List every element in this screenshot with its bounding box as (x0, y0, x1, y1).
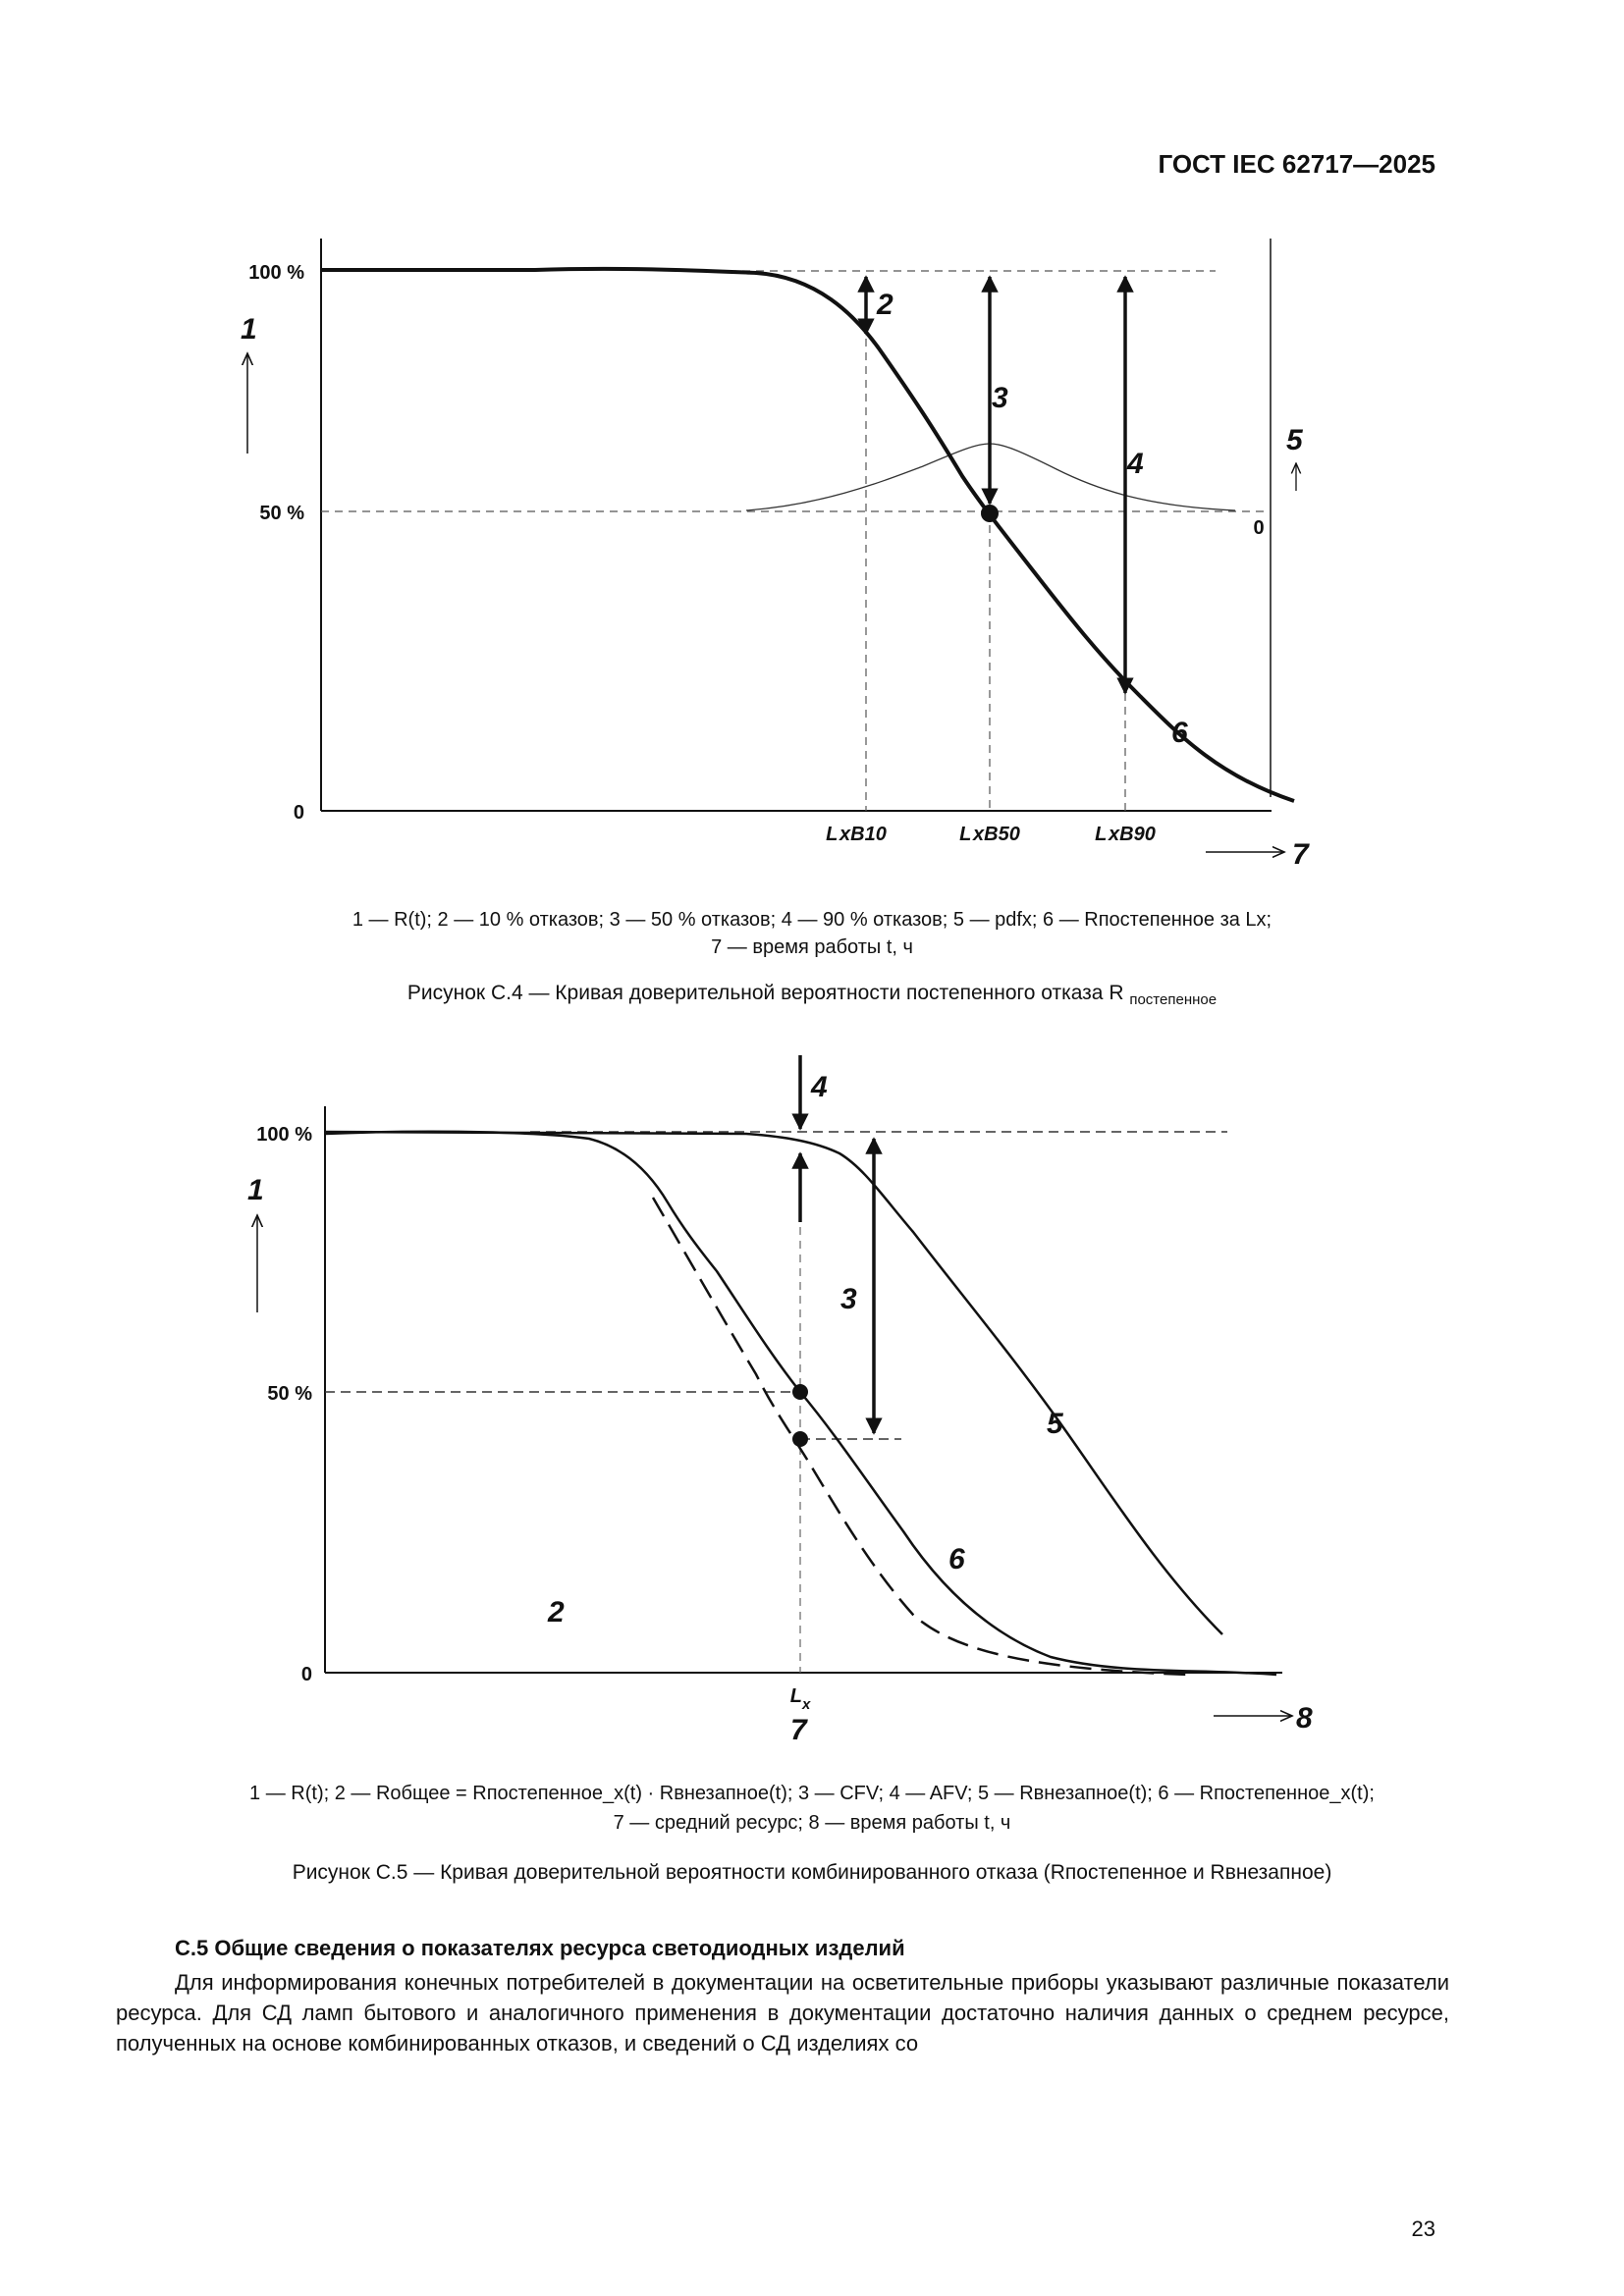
c5-sudden-curve (325, 1132, 1222, 1634)
c4-caption (0, 982, 1624, 1008)
c5-caption: Рисунок С.5 — Кривая доверительной вероятности комбинированного отказа (Rпостепенное и Rвнезапное) (292, 1861, 1332, 1884)
c4-x-tick-b50: L xB50 (959, 824, 1020, 845)
c5-legend-line-1: 1 — R(t); 2 — Rобщее = Rпостепенное_x(t) · Rвнезапное(t); 3 — CFV; 4 — AFV; 5 — Rвнезапное(t); 6 — Rпостепенное_x(t); (249, 1783, 1375, 1804)
figure-c5-chart (0, 1041, 1624, 1747)
c4-callout-6: 6 (1171, 717, 1188, 749)
c5-point-combined (792, 1431, 808, 1447)
c4-y-label-0: 0 (293, 802, 304, 824)
section-paragraph: Для информирования конечных потребителей в документации на осветительные приборы указывают различные показатели ресурса. Для СД ламп бытового и аналогичного применения в документации достаточно наличия данных о среднем ресурсе, полученных на основе комбинированных отказов, и сведений о СД изделиях со (116, 1970, 1449, 2056)
c5-x-tick-lx (790, 1685, 811, 1713)
c4-x-tick-b10: L xB10 (826, 824, 887, 845)
c5-callout-3: 3 (840, 1283, 857, 1315)
c4-point-b50 (981, 505, 999, 522)
c4-caption-main: Рисунок С.4 — Кривая доверительной вероятности постепенного отказа R (406, 982, 1124, 1004)
c5-callout-5: 5 (1047, 1408, 1063, 1440)
c4-reliability-curve (321, 269, 1294, 801)
c5-callout-6: 6 (948, 1543, 965, 1575)
c5-callout-1: 1 (247, 1174, 264, 1206)
c4-right-zero: 0 (1253, 517, 1265, 539)
c4-y-label-50: 50 % (259, 503, 304, 524)
c4-legend-line-1: 1 — R(t); 2 — 10 % отказов; 3 — 50 % отказов; 4 — 90 % отказов; 5 — pdfx; 6 — Rпостепенное за Lx; (352, 909, 1272, 931)
c5-y-label-50: 50 % (267, 1383, 312, 1405)
c5-y-label-100: 100 % (256, 1124, 312, 1146)
c5-callout-8: 8 (1296, 1702, 1313, 1735)
c4-caption-sub: постепенное (1129, 991, 1218, 1009)
c4-callout-7: 7 (1292, 838, 1309, 871)
c5-x-tick-sub: x (801, 1696, 811, 1713)
c4-x-tick-b90: L xB90 (1095, 824, 1156, 845)
c4-callout-1: 1 (241, 313, 257, 346)
c5-y-label-0: 0 (300, 1664, 312, 1685)
c5-callout-7: 7 (790, 1714, 807, 1746)
c4-callout-2: 2 (877, 289, 893, 321)
c4-legend-line-2: 7 — время работы t, ч (711, 936, 913, 958)
c5-point-50 (792, 1384, 808, 1400)
page-number: 23 (1411, 2216, 1435, 2241)
section-title: С.5 Общие сведения о показателях ресурса светодиодных изделий (175, 1936, 905, 1960)
document-header: ГОСТ IEC 62717—2025 (1158, 149, 1435, 179)
c5-combined-curve (653, 1198, 1188, 1675)
c4-y-label-100: 100 % (248, 262, 304, 284)
c5-legend-line-2: 7 — средний ресурс; 8 — время работы t, ч (613, 1812, 1011, 1834)
c5-x-tick-main: L (789, 1685, 802, 1707)
c4-callout-3: 3 (992, 382, 1008, 414)
c4-callout-4: 4 (1127, 448, 1144, 480)
c4-callout-5: 5 (1286, 424, 1303, 456)
c5-callout-4: 4 (811, 1071, 828, 1103)
c5-callout-2: 2 (548, 1596, 565, 1629)
